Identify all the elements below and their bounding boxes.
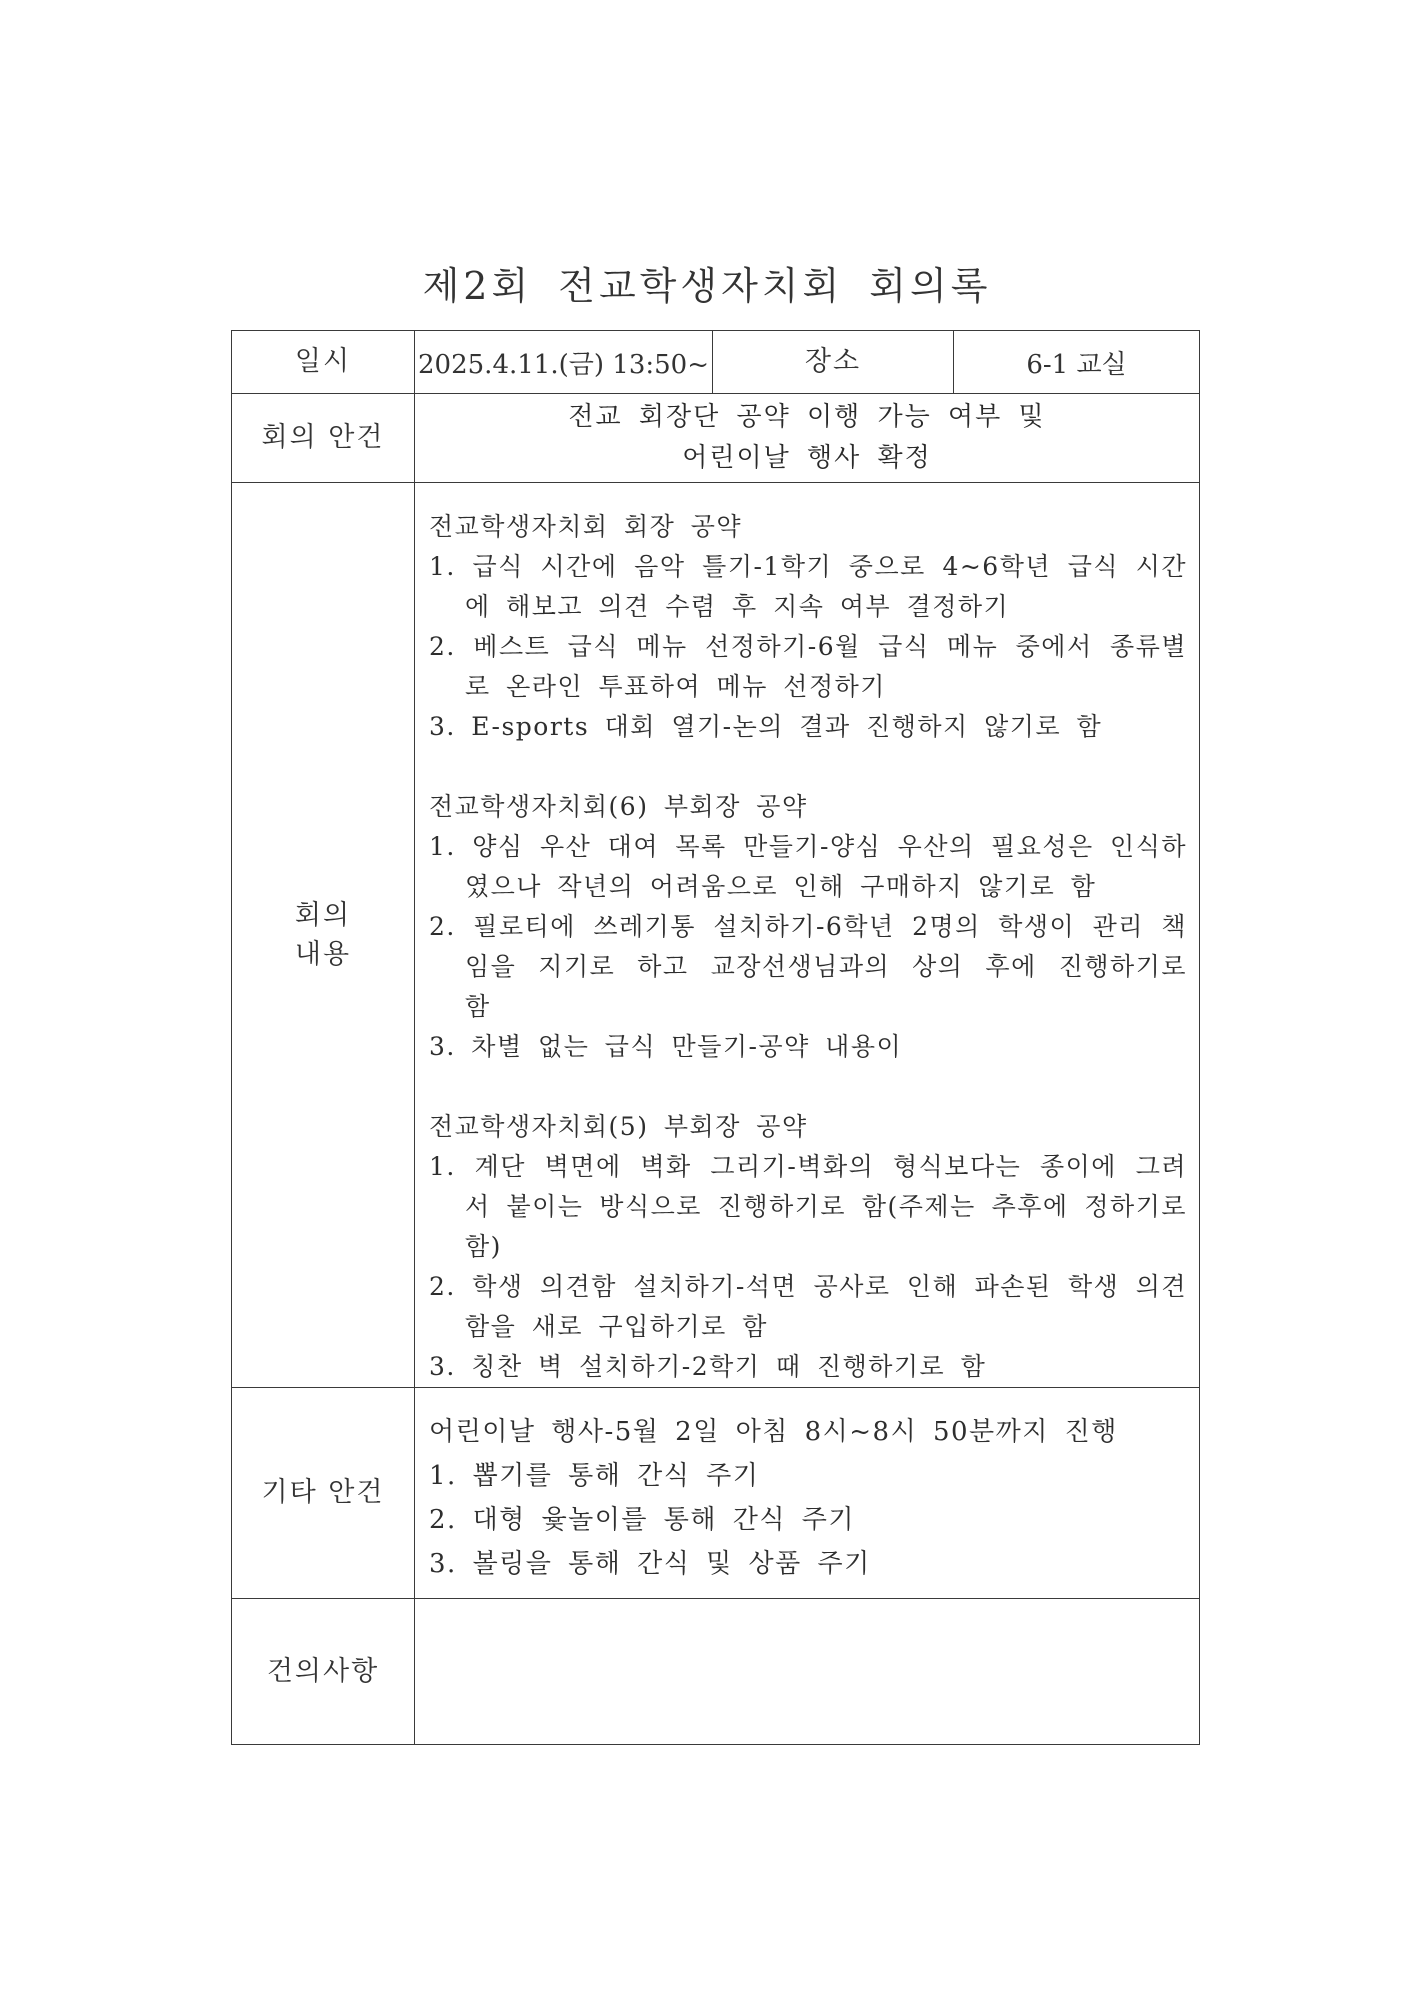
list-item: 2. 학생 의견함 설치하기-석면 공사로 인해 파손된 학생 의견함을 새로 구입하기로 함 xyxy=(429,1272,1187,1341)
section-heading: 전교학생자치회(6) 부회장 공약 xyxy=(429,792,808,821)
list-item: 2. 대형 윷놀이를 통해 간식 주기 xyxy=(429,1505,856,1535)
section-vice-president-6 xyxy=(429,787,1187,1067)
list-item: 1. 뽑기를 통해 간식 주기 xyxy=(429,1461,760,1491)
agenda-line-2: 어린이날 행사 확정 xyxy=(682,443,932,473)
place-value: 6-1 교실 xyxy=(954,331,1200,394)
etc-body xyxy=(415,1388,1200,1599)
suggestion-row xyxy=(232,1599,1200,1745)
content-row xyxy=(232,483,1200,1388)
etc-heading: 어린이날 행사-5월 2일 아침 8시~8시 50분까지 진행 xyxy=(429,1417,1118,1447)
list-item: 2. 베스트 급식 메뉴 선정하기-6월 급식 메뉴 중에서 종류별로 온라인 투표하여 메뉴 선정하기 xyxy=(429,632,1187,701)
section-president xyxy=(429,507,1187,747)
suggestion-value xyxy=(415,1599,1200,1745)
list-item: 2. 필로티에 쓰레기통 설치하기-6학년 2명의 학생이 관리 책임을 지기로 하고 교장선생님과의 상의 후에 진행하기로 함 xyxy=(429,912,1187,1021)
list-item: 1. 급식 시간에 음악 틀기-1학기 중으로 4~6학년 급식 시간에 해보고 의견 수렴 후 지속 여부 결정하기 xyxy=(429,552,1187,621)
document-title: 제2회 전교학생자치회 회의록 xyxy=(422,264,992,308)
date-label: 일시 xyxy=(232,331,415,394)
list-item: 3. 차별 없는 급식 만들기-공약 내용이 xyxy=(429,1032,903,1061)
list-item: 1. 양심 우산 대여 목록 만들기-양심 우산의 필요성은 인식하였으나 작년의 어려움으로 인해 구매하지 않기로 함 xyxy=(429,832,1187,901)
minutes-table xyxy=(231,330,1200,1745)
agenda-line-1: 전교 회장단 공약 이행 가능 여부 및 xyxy=(568,402,1046,432)
meta-row xyxy=(232,331,1200,394)
etc-row xyxy=(232,1388,1200,1599)
section-heading: 전교학생자치회 회장 공약 xyxy=(429,512,743,541)
content-label xyxy=(232,483,415,1388)
content-body xyxy=(415,483,1200,1388)
content-label-line-2: 내용 xyxy=(294,939,352,970)
suggestion-label: 건의사항 xyxy=(232,1599,415,1745)
agenda-row xyxy=(232,394,1200,483)
list-item: 3. E-sports 대회 열기-논의 결과 진행하지 않기로 함 xyxy=(429,712,1103,741)
list-item: 3. 칭찬 벽 설치하기-2학기 때 진행하기로 함 xyxy=(429,1352,987,1381)
list-item: 1. 계단 벽면에 벽화 그리기-벽화의 형식보다는 종이에 그려서 붙이는 방식으로 진행하기로 함(주제는 추후에 정하기로 함) xyxy=(429,1152,1187,1261)
list-item: 3. 볼링을 통해 간식 및 상품 주기 xyxy=(429,1549,871,1579)
content-label-line-1: 회의 xyxy=(294,899,352,931)
date-value: 2025.4.11.(금) 13:50~ xyxy=(415,331,713,394)
etc-label: 기타 안건 xyxy=(232,1388,415,1599)
section-heading: 전교학생자치회(5) 부회장 공약 xyxy=(429,1112,808,1141)
agenda-value xyxy=(415,394,1200,483)
agenda-label: 회의 안건 xyxy=(232,394,415,483)
place-label: 장소 xyxy=(713,331,954,394)
section-vice-president-5 xyxy=(429,1107,1187,1387)
